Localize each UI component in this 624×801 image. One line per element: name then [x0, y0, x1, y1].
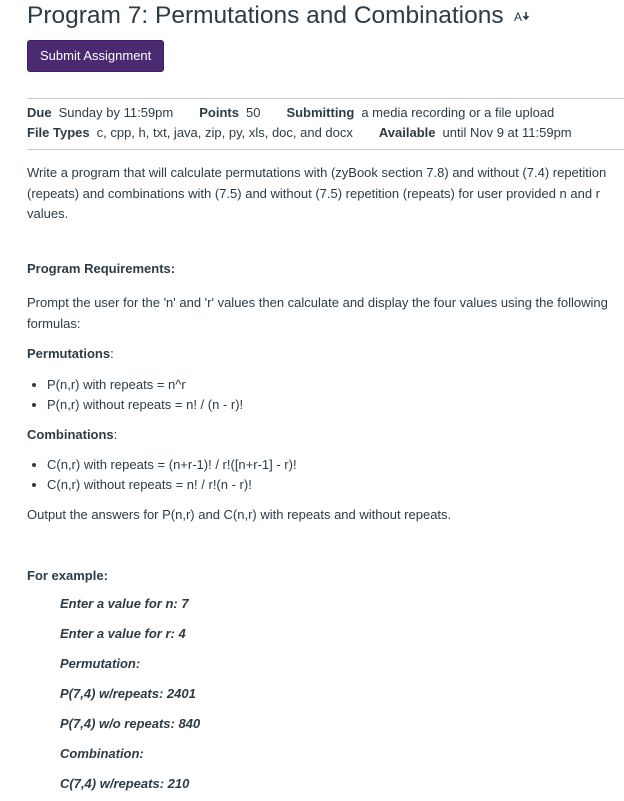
- page-title: Program 7: Permutations and Combinations: [27, 2, 504, 29]
- filetypes-value: c, cpp, h, txt, java, zip, py, xls, doc, and docx: [96, 125, 353, 140]
- list-item: • P(n,r) without repeats = n! / (n - r)!: [47, 395, 624, 415]
- requirements-heading: Program Requirements:: [27, 260, 176, 276]
- submitting-label: Submitting: [286, 105, 355, 120]
- submitting-value: a media recording or a file upload: [361, 105, 555, 120]
- output-paragraph: Output the answers for P(n,r) and C(n,r) with repeats and without repeats.: [27, 507, 452, 522]
- available-group: [379, 123, 572, 143]
- points-label: Points: [199, 105, 239, 120]
- example-line: Enter a value for n: 7: [60, 596, 189, 611]
- example-line: Enter a value for r: 4: [60, 626, 186, 641]
- permutations-list: [27, 375, 624, 415]
- filetypes-label: File Types: [27, 125, 90, 140]
- intro-paragraph: Write a program that will calculate permutations with (zyBook section 7.8) and without (7.4) repetition (repeats) and combinations with (7.5) and without (7.5) repetition (repeats) for user provided n and r values.: [27, 165, 607, 221]
- example-line: Combination:: [60, 746, 144, 761]
- submit-assignment-button[interactable]: Submit Assignment: [27, 40, 164, 72]
- points-group: [199, 103, 260, 123]
- available-label: Available: [378, 125, 436, 140]
- combinations-list: [27, 455, 624, 495]
- filetypes-group: [27, 123, 353, 143]
- details-row-1: [27, 103, 624, 123]
- example-line: Permutation:: [60, 656, 141, 671]
- list-item: • C(n,r) without repeats = n! / r!(n - r)!: [47, 475, 624, 495]
- due-group: [27, 103, 173, 123]
- submitting-group: [286, 103, 554, 123]
- due-label: Due: [27, 105, 52, 120]
- points-value: 50: [245, 105, 261, 120]
- colon: :: [113, 426, 118, 442]
- example-line: P(7,4) w/o repeats: 840: [60, 716, 201, 731]
- permutations-heading: [27, 344, 624, 365]
- example-heading: For example:: [27, 567, 108, 583]
- combinations-heading: [27, 425, 624, 446]
- example-line: P(7,4) w/repeats: 2401: [60, 686, 196, 701]
- example-line: C(7,4) w/repeats: 210: [60, 776, 190, 791]
- due-value: Sunday by 11:59pm: [58, 105, 174, 120]
- permutations-heading-text: Permutations: [27, 346, 111, 361]
- available-value: until Nov 9 at 11:59pm: [442, 125, 572, 140]
- colon: :: [110, 346, 114, 361]
- combinations-heading-text: Combinations: [27, 426, 114, 442]
- svg-text:A: A: [513, 10, 522, 23]
- assignment-details: [27, 99, 624, 143]
- example-output: [27, 596, 624, 792]
- accessibility-options-icon[interactable]: [514, 8, 534, 24]
- list-item: • C(n,r) with repeats = (n+r-1)! / r!([n+r-1] - r)!: [47, 455, 624, 475]
- prompt-paragraph: Prompt the user for the 'n' and 'r' values then calculate and display the four values using the following formulas:: [27, 295, 608, 331]
- list-item: • P(n,r) with repeats = n^r: [47, 375, 624, 395]
- title-row: [27, 0, 624, 32]
- details-row-2: [27, 123, 624, 143]
- assignment-description: [27, 163, 624, 792]
- divider: [27, 149, 624, 150]
